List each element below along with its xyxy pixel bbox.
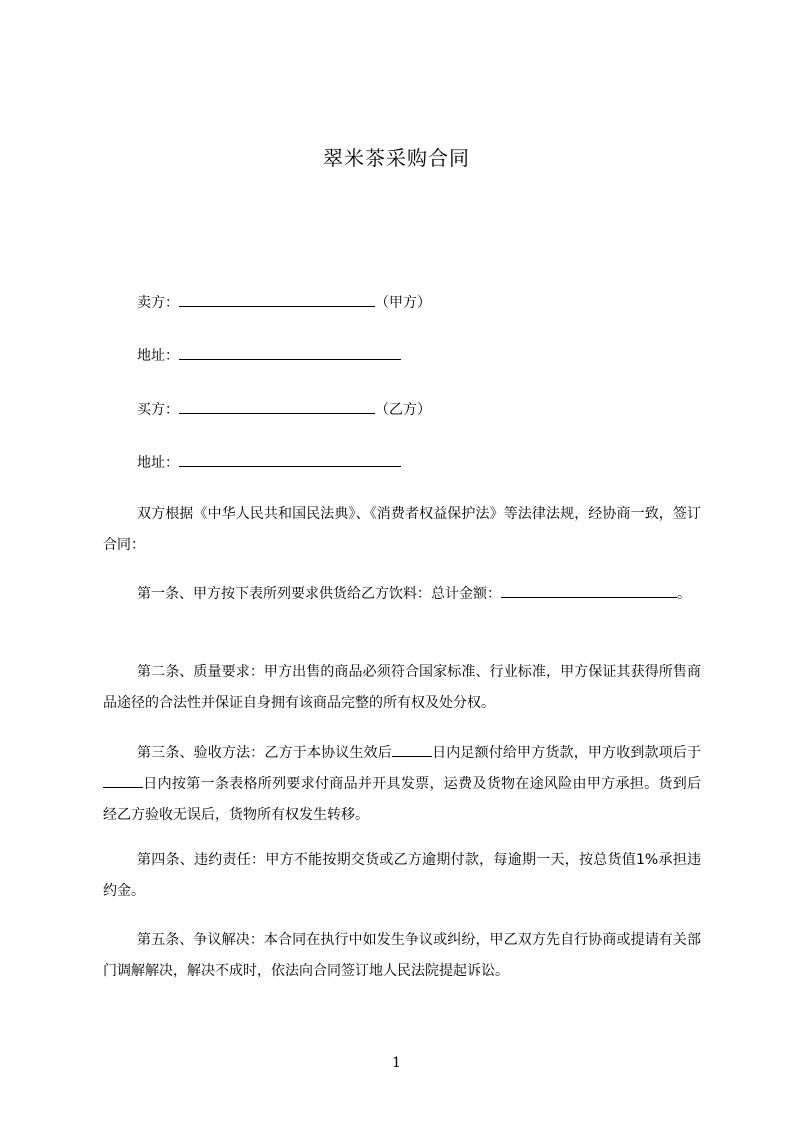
buyer-label: 买方： (137, 402, 179, 418)
seller-label: 卖方： (137, 295, 179, 311)
total-amount-blank-continued[interactable] (647, 583, 677, 598)
delivery-days-blank[interactable] (103, 773, 143, 788)
buyer-address-label: 地址： (137, 455, 179, 471)
seller-line (137, 291, 431, 313)
article-1 (103, 579, 701, 610)
article-4: 第四条、违约责任：甲方不能按期交货或乙方逾期付款，每逾期一天，按总货值1%承担违约金。 (103, 852, 701, 899)
payment-days-blank[interactable] (392, 742, 432, 757)
article-2: 第二条、质量要求：甲方出售的商品必须符合国家标准、行业标准，甲方保证其获得所售商品途径的合法性并保证自身拥有该商品完整的所有权及处分权。 (103, 664, 701, 711)
seller-address-label: 地址： (137, 348, 179, 364)
article-3 (103, 738, 701, 831)
buyer-address-line (137, 451, 401, 473)
buyer-address-blank[interactable] (179, 451, 401, 467)
article-1-text: 第一条、甲方按下表所列要求供货给乙方饮料：总计金额： (137, 586, 501, 602)
seller-address-line (137, 344, 401, 366)
page-number: 1 (392, 1055, 401, 1071)
article-1-end: 。 (677, 586, 691, 602)
buyer-line (137, 398, 431, 420)
article-3-part3: 日内按第一条表格所列要求付商品并开具发票，运费及货物在途风险由甲方承担。货到后经乙方验收无误后，货物所有权发生转移。 (103, 776, 701, 823)
article-3-part2: 日内足额付给甲方货款，甲方收到款项后于 (431, 745, 702, 761)
page-title: 翠米茶采购合同 (323, 146, 470, 170)
seller-name-blank[interactable] (179, 291, 375, 307)
seller-address-blank[interactable] (179, 344, 401, 360)
buyer-name-blank[interactable] (179, 398, 375, 414)
total-amount-blank[interactable] (501, 583, 647, 598)
article-3-part1: 第三条、验收方法：乙方于本协议生效后 (137, 745, 392, 761)
preamble: 双方根据《中华人民共和国民法典》、《消费者权益保护法》等法律法规，经协商一致，签订合同： (103, 506, 701, 553)
seller-suffix: （甲方） (375, 295, 431, 311)
article-5: 第五条、争议解决：本合同在执行中如发生争议或纠纷，甲乙双方先自行协商或提请有关部门调解解决，解决不成时，依法向合同签订地人民法院提起诉讼。 (103, 932, 701, 979)
buyer-suffix: （乙方） (375, 402, 431, 418)
